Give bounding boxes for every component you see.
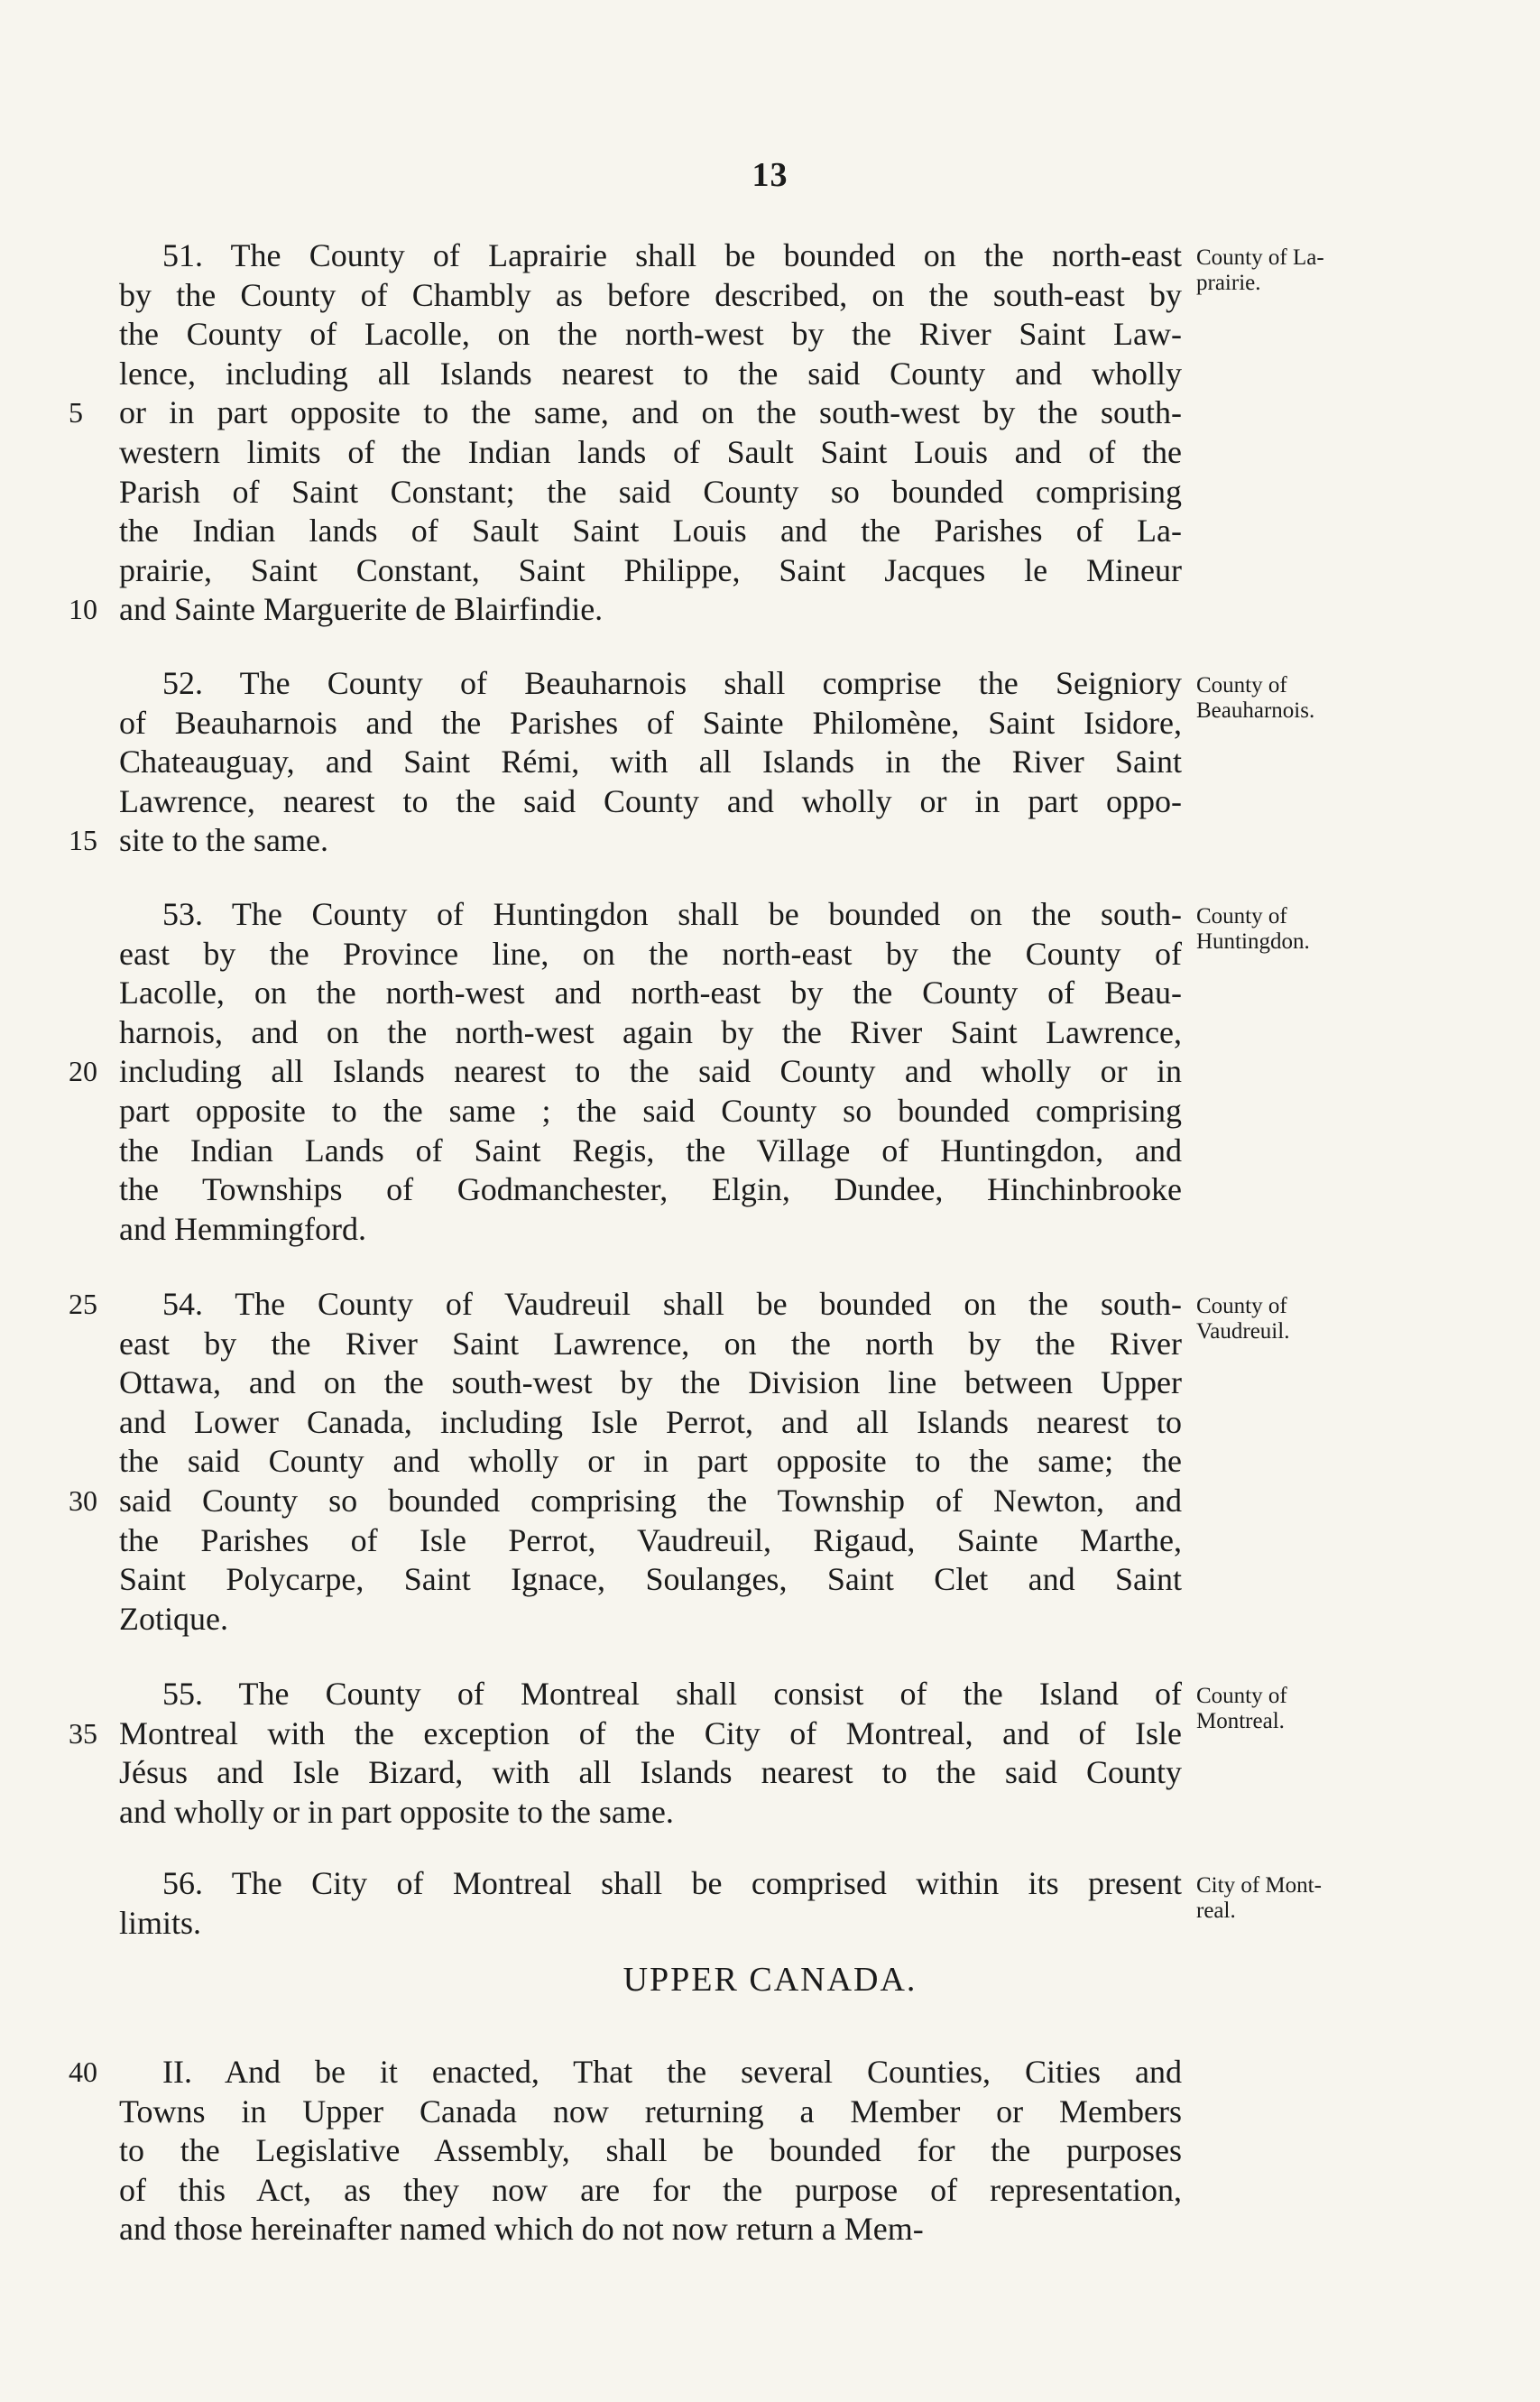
text-line: harnois, and on the north-west again by the River Saint Lawrence, bbox=[119, 1013, 1182, 1050]
text-line: to the Legislative Assembly, shall be bounded for the purposes bbox=[119, 2132, 1182, 2169]
text-line: western limits of the Indian lands of Sault Saint Louis and of the bbox=[119, 433, 1182, 470]
margin-note-line: County of bbox=[1196, 1684, 1287, 1708]
text-line: 52. The County of Beauharnois shall comprise the Seigniory bbox=[162, 665, 1182, 701]
section-body bbox=[119, 895, 1182, 1249]
section-body bbox=[119, 1864, 1182, 1943]
section-body bbox=[119, 664, 1182, 861]
line-number: 40 bbox=[69, 2056, 97, 2088]
text-line: including all Islands nearest to the said County and wholly or in bbox=[119, 1053, 1182, 1090]
margin-note-line: Beauharnois. bbox=[1196, 698, 1315, 723]
margin-note bbox=[1196, 245, 1467, 296]
text-line: prairie, Saint Constant, Saint Philippe, Saint Jacques le Mineur bbox=[119, 551, 1182, 588]
margin-note-line: real. bbox=[1196, 1899, 1236, 1923]
line-number: 5 bbox=[69, 396, 83, 430]
section-body bbox=[119, 1675, 1182, 1832]
text-line: and wholly or in part opposite to the same. bbox=[119, 1793, 674, 1830]
line-number: 30 bbox=[69, 1484, 97, 1517]
section-body bbox=[119, 1285, 1182, 1639]
text-line: the County of Lacolle, on the north-west by the River Saint Law- bbox=[119, 316, 1182, 353]
text-line: II. And be it enacted, That the several Counties, Cities and bbox=[162, 2054, 1182, 2090]
text-line: and Lower Canada, including Isle Perrot, and all Islands nearest to bbox=[119, 1403, 1182, 1440]
text-line: the Indian lands of Sault Saint Louis and the Parishes of La- bbox=[119, 513, 1182, 550]
line-number: 15 bbox=[69, 824, 97, 857]
text-line: Parish of Saint Constant; the said County so bounded comprising bbox=[119, 473, 1182, 510]
text-line: east by the River Saint Lawrence, on the north by the River bbox=[119, 1325, 1182, 1362]
text-line: the Indian Lands of Saint Regis, the Village of Huntingdon, and bbox=[119, 1132, 1182, 1169]
section-body bbox=[119, 2053, 1182, 2250]
text-line: Saint Polycarpe, Saint Ignace, Soulanges, Saint Clet and Saint bbox=[119, 1561, 1182, 1598]
section-body bbox=[119, 236, 1182, 630]
section-heading: UPPER CANADA. bbox=[622, 1961, 918, 1999]
margin-note bbox=[1196, 1873, 1467, 1924]
line-number: 20 bbox=[69, 1055, 97, 1088]
text-line: east by the Province line, on the north-east by the County of bbox=[119, 935, 1182, 972]
text-line: Lawrence, nearest to the said County and wholly or in part oppo- bbox=[119, 782, 1182, 819]
text-line: 56. The City of Montreal shall be comprised within its present bbox=[162, 1865, 1182, 1901]
text-line: or in part opposite to the same, and on the south-west by the south- bbox=[119, 394, 1182, 431]
text-line: site to the same. bbox=[119, 822, 328, 859]
margin-note-line: County of bbox=[1196, 904, 1287, 928]
margin-note-line: County of La- bbox=[1196, 245, 1324, 270]
margin-note-line: Montreal. bbox=[1196, 1709, 1285, 1733]
line-number: 10 bbox=[69, 593, 97, 626]
text-line: of this Act, as they now are for the purpose of representation, bbox=[119, 2171, 1182, 2208]
line-number: 35 bbox=[69, 1716, 97, 1750]
margin-note-line: County of bbox=[1196, 673, 1287, 698]
text-line: Zotique. bbox=[119, 1600, 228, 1637]
text-line: the said County and wholly or in part opposite to the same; the bbox=[119, 1443, 1182, 1480]
text-line: Chateauguay, and Saint Rémi, with all Islands in the River Saint bbox=[119, 744, 1182, 781]
text-line: of Beauharnois and the Parishes of Sainte Philomène, Saint Isidore, bbox=[119, 704, 1182, 741]
text-line: limits. bbox=[119, 1904, 202, 1941]
text-line: the Parishes of Isle Perrot, Vaudreuil, Rigaud, Sainte Marthe, bbox=[119, 1521, 1182, 1558]
margin-note bbox=[1196, 673, 1467, 724]
text-line: 53. The County of Huntingdon shall be bounded on the south- bbox=[162, 896, 1182, 932]
margin-note bbox=[1196, 904, 1467, 955]
text-line: Jésus and Isle Bizard, with all Islands nearest to the said County bbox=[119, 1754, 1182, 1791]
text-line: lence, including all Islands nearest to the said County and wholly bbox=[119, 355, 1182, 392]
text-line: and Sainte Marguerite de Blairfindie. bbox=[119, 591, 604, 628]
margin-note-line: prairie. bbox=[1196, 271, 1261, 295]
text-line: Towns in Upper Canada now returning a Member or Members bbox=[119, 2093, 1182, 2129]
text-line: and those hereinafter named which do not now return a Mem- bbox=[119, 2211, 924, 2248]
margin-note-line: City of Mont- bbox=[1196, 1873, 1322, 1898]
line-number: 25 bbox=[69, 1288, 97, 1320]
text-line: part opposite to the same ; the said County so bounded comprising bbox=[119, 1092, 1182, 1129]
text-line: by the County of Chambly as before described, on the south-east by bbox=[119, 276, 1182, 313]
margin-note bbox=[1196, 1294, 1467, 1344]
text-line: and Hemmingford. bbox=[119, 1210, 366, 1247]
text-line: Lacolle, on the north-west and north-east by the County of Beau- bbox=[119, 975, 1182, 1012]
text-line: Ottawa, and on the south-west by the Division line between Upper bbox=[119, 1364, 1182, 1401]
page-number: 13 bbox=[752, 156, 788, 194]
margin-note-line: County of bbox=[1196, 1294, 1287, 1318]
text-line: Montreal with the exception of the City of Montreal, and of Isle bbox=[119, 1714, 1182, 1751]
text-line: said County so bounded comprising the Township of Newton, and bbox=[119, 1482, 1182, 1519]
margin-note-line: Huntingdon. bbox=[1196, 929, 1310, 954]
margin-note bbox=[1196, 1684, 1467, 1734]
text-line: 55. The County of Montreal shall consist of the Island of bbox=[162, 1676, 1182, 1712]
text-line: the Townships of Godmanchester, Elgin, Dundee, Hinchinbrooke bbox=[119, 1171, 1182, 1208]
text-line: 54. The County of Vaudreuil shall be bounded on the south- bbox=[162, 1286, 1182, 1322]
margin-note-line: Vaudreuil. bbox=[1196, 1319, 1290, 1344]
text-line: 51. The County of Laprairie shall be bounded on the north-east bbox=[162, 237, 1182, 273]
